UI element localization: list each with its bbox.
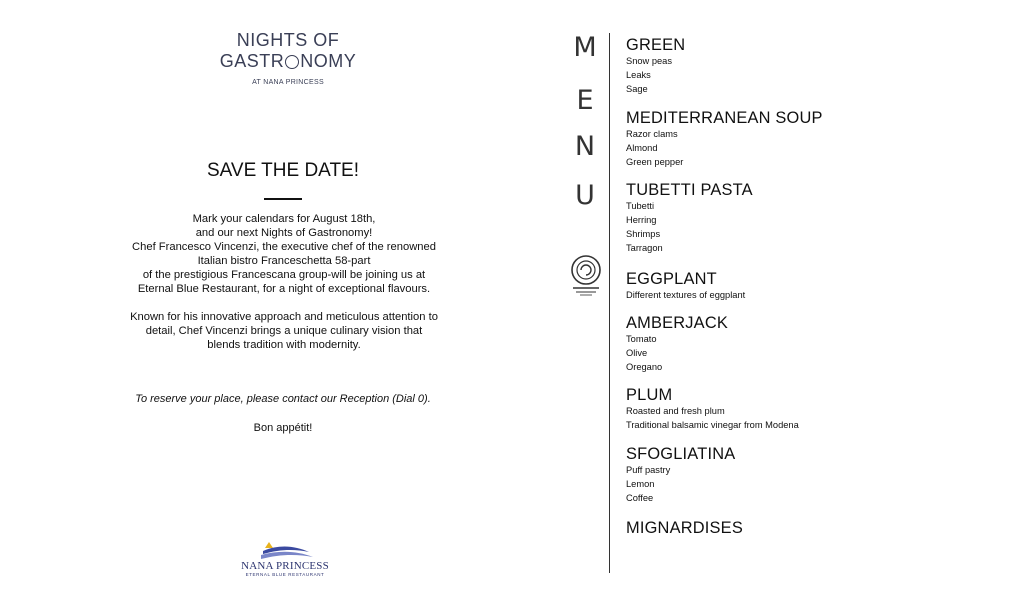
course-item: Snow peas	[626, 56, 672, 66]
course-title: MIGNARDISES	[626, 519, 743, 537]
course-title: AMBERJACK	[626, 314, 728, 332]
course-item: Tomato	[626, 334, 657, 344]
course-title: TUBETTI PASTA	[626, 181, 753, 199]
about-line: Known for his innovative approach and meticulous attention to	[130, 311, 438, 323]
menu-letter: U	[575, 180, 595, 211]
course-item: Almond	[626, 143, 658, 153]
intro-line: Eternal Blue Restaurant, for a night of exceptional flavours.	[137, 283, 431, 295]
course-item: Puff pastry	[626, 465, 671, 475]
logo-line-2-end: NOMY	[300, 51, 357, 71]
course-item: Tarragon	[626, 243, 663, 253]
page-title: SAVE THE DATE!	[206, 160, 360, 181]
intro-line: and our next Nights of Gastronomy!	[195, 227, 373, 239]
about-line: detail, Chef Vincenzi brings a unique culinary vision that	[145, 325, 423, 337]
course	[626, 314, 728, 374]
course-item: Shrimps	[626, 229, 661, 239]
brand-subtitle: ETERNAL BLUE RESTAURANT	[245, 572, 325, 577]
course-item: Sage	[626, 84, 648, 94]
course-item: Herring	[626, 215, 657, 225]
course	[626, 36, 685, 96]
course-item: Tubetti	[626, 201, 655, 211]
swirl-icon	[285, 55, 299, 69]
course-title: PLUM	[626, 386, 673, 404]
intro-line: Italian bistro Franceschetta 58-part	[197, 255, 371, 267]
course-item: Green pepper	[626, 157, 684, 167]
course	[626, 270, 745, 302]
about-line: blends tradition with modernity.	[207, 339, 361, 351]
intro-line: Mark your calendars for August 18th,	[192, 213, 376, 225]
menu-letter: N	[574, 131, 596, 162]
wave-icon	[225, 540, 345, 560]
course-item: Coffee	[626, 493, 654, 503]
menu-letter: E	[576, 85, 594, 116]
menu-divider	[609, 33, 610, 573]
nights-of-gastronomy-logo	[188, 30, 388, 86]
course	[626, 519, 743, 537]
title-divider	[264, 198, 302, 200]
course	[626, 445, 735, 505]
menu-letter: M	[573, 32, 597, 63]
course-item: Traditional balsamic vinegar from Modena	[626, 420, 799, 430]
course	[626, 386, 799, 432]
plate-icon	[569, 252, 605, 298]
course-title: SFOGLIATINA	[626, 445, 736, 463]
nana-princess-logo	[225, 540, 345, 577]
signoff: Bon appétit!	[253, 422, 313, 434]
course-title: EGGPLANT	[626, 270, 717, 288]
course-item: Roasted and fresh plum	[626, 406, 725, 416]
reservation-note: To reserve your place, please contact our Reception (Dial 0).	[135, 393, 431, 405]
course-item: Different textures of eggplant	[626, 290, 746, 300]
course	[626, 109, 823, 169]
intro-line: of the prestigious Francescana group-will be joining us at	[142, 269, 426, 281]
invitation-text	[96, 212, 472, 352]
course-item: Olive	[626, 348, 648, 358]
course-item: Lemon	[626, 479, 655, 489]
course-item: Oregano	[626, 362, 663, 372]
course-title: GREEN	[626, 36, 686, 54]
logo-line-2-start: GASTR	[219, 51, 285, 71]
course-title: MEDITERRANEAN SOUP	[626, 109, 823, 127]
logo-subtitle: AT NANA PRINCESS	[252, 79, 324, 86]
course	[626, 181, 753, 255]
logo-line-2	[188, 51, 388, 72]
course-item: Razor clams	[626, 129, 678, 139]
logo-line-1: NIGHTS OF	[236, 30, 340, 50]
brand-name: NANA PRINCESS	[241, 560, 329, 572]
intro-line: Chef Francesco Vincenzi, the executive chef of the renowned	[132, 241, 436, 253]
course-item: Leaks	[626, 70, 651, 80]
